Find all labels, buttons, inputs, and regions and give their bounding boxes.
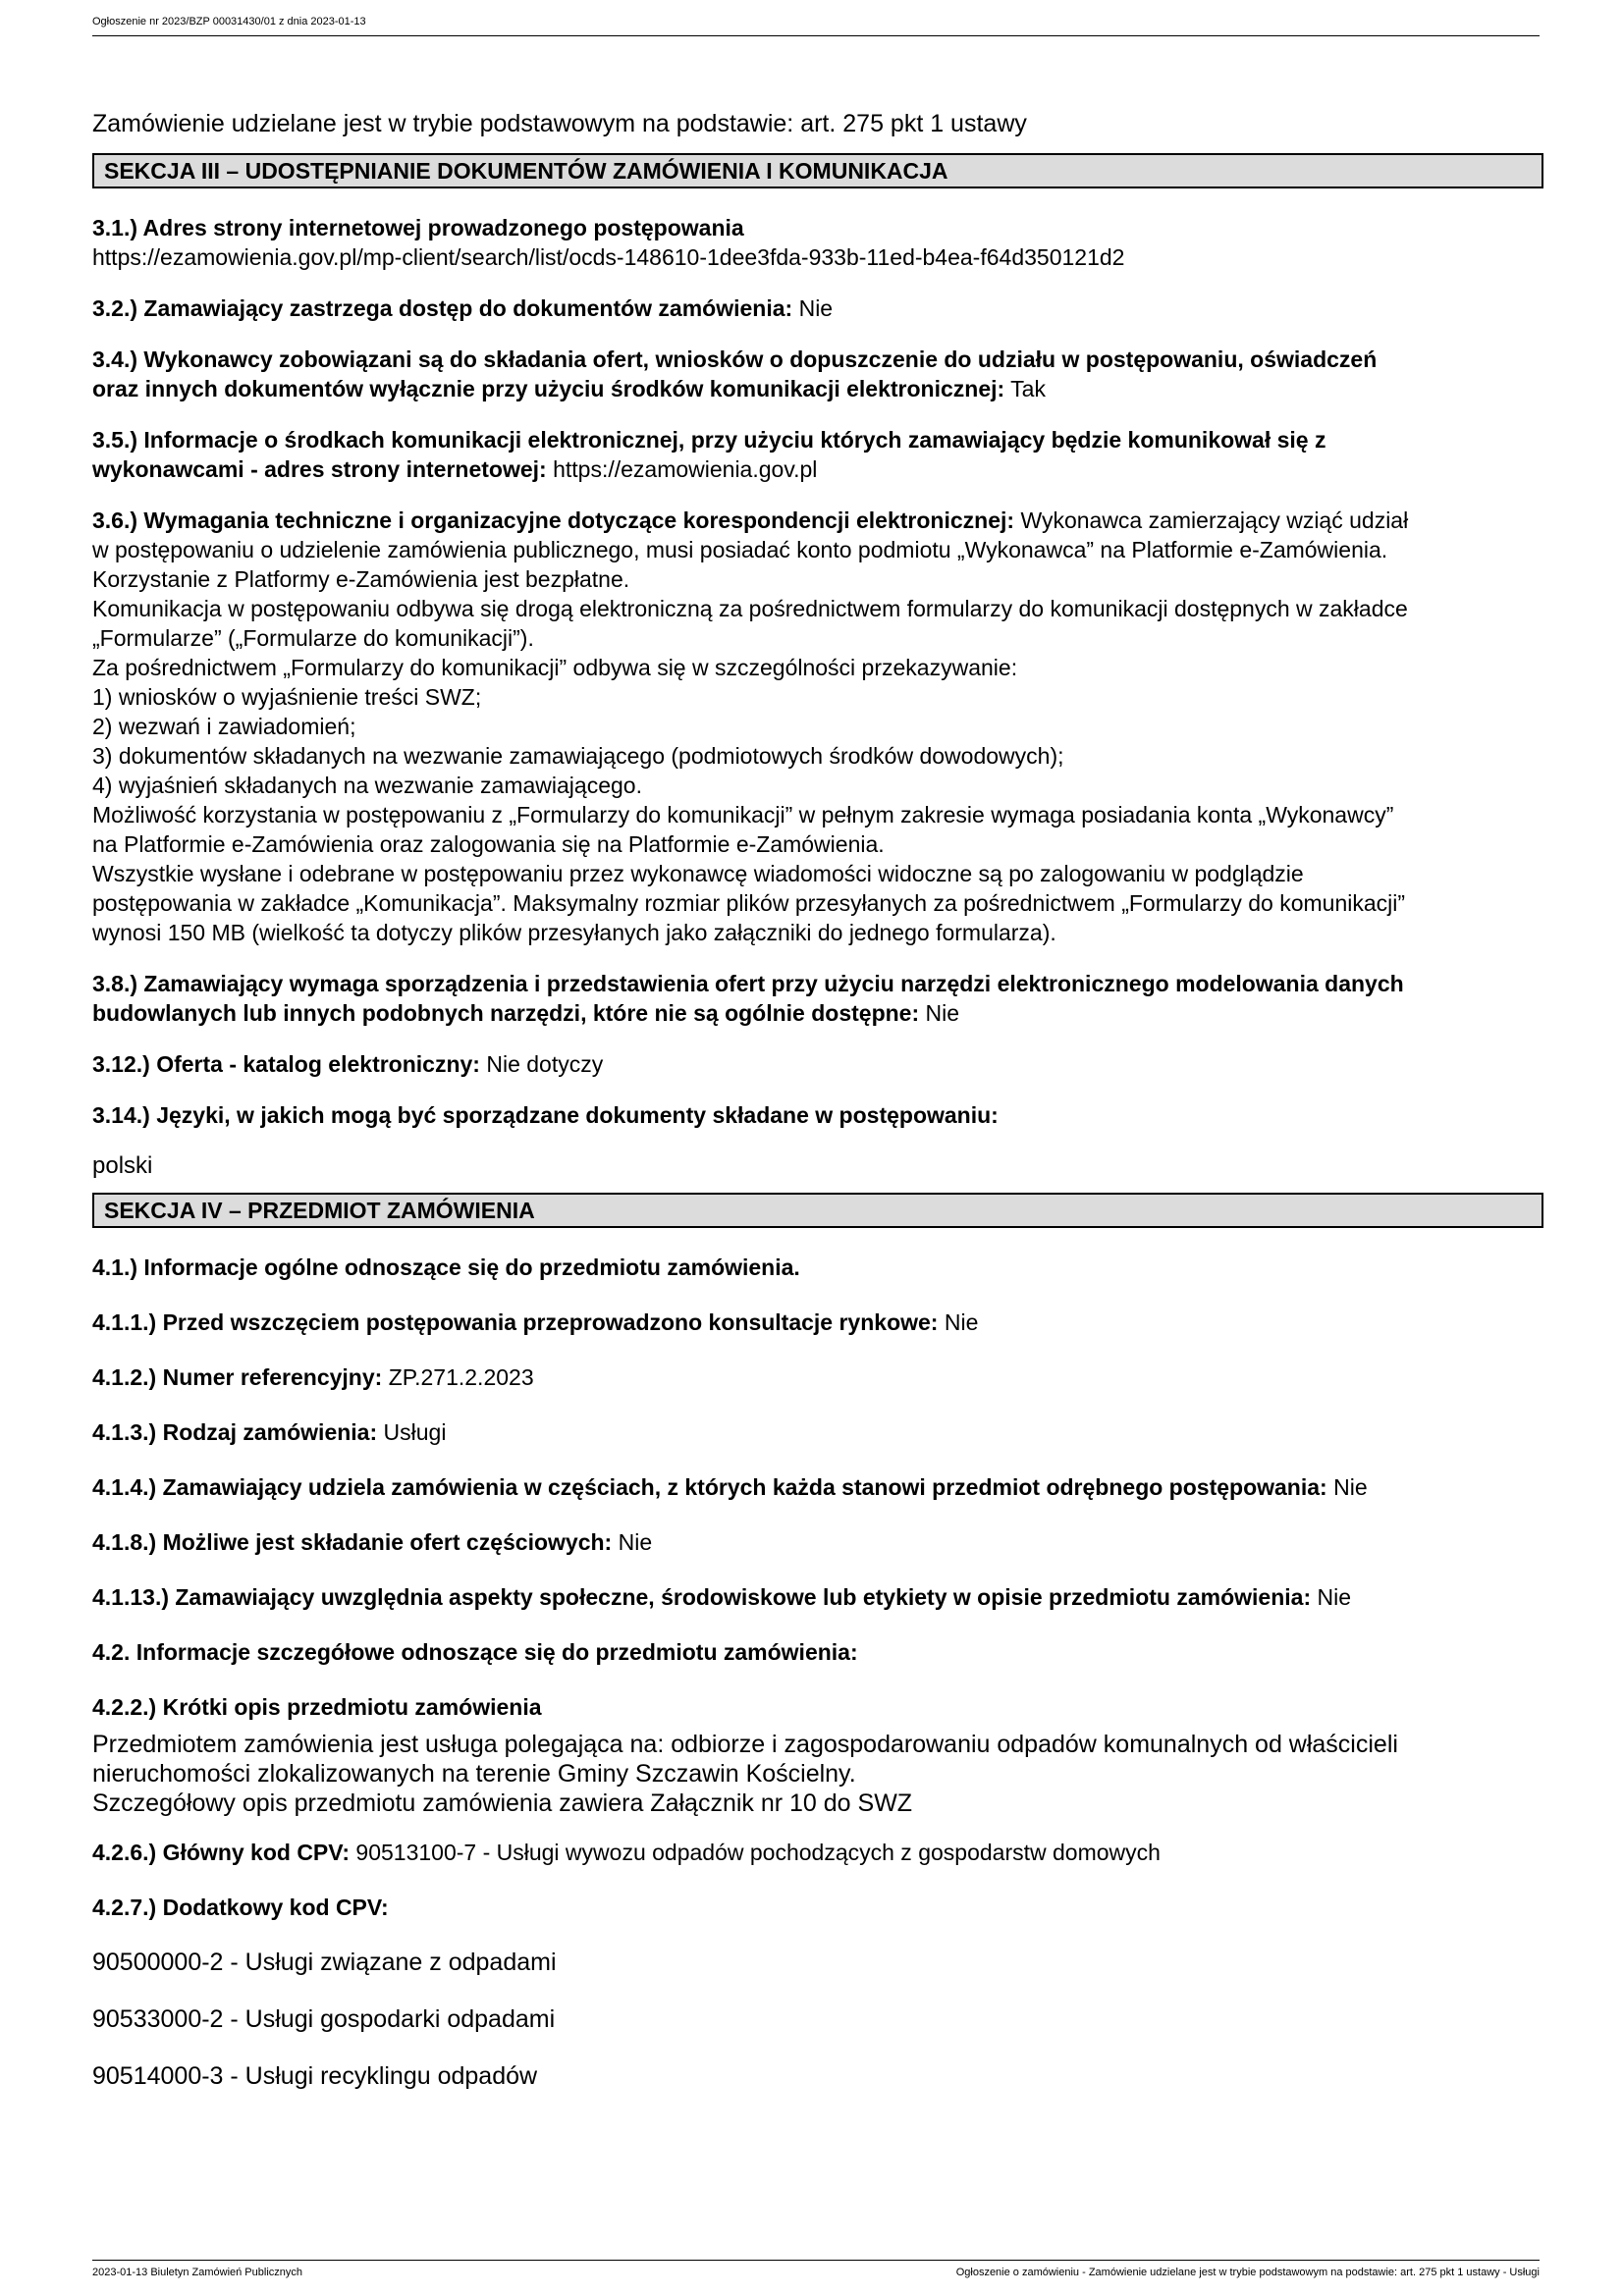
item-4-2-7 <box>92 1893 1543 1922</box>
item-4-1-4 <box>92 1472 1543 1502</box>
item-4-1-3 <box>92 1417 1543 1447</box>
item-3-2-value: Nie <box>798 295 834 321</box>
description-line: nieruchomości zlokalizowanych na terenie Gminy Szczawin Kościelny. <box>92 1760 856 1788</box>
document-body <box>92 109 1543 2118</box>
item-4-1-4-title: 4.1.4.) Zamawiający udziela zamówienia w częściach, z których każda stanowi przedmiot odrębnego postępowania: <box>92 1474 1327 1500</box>
item-4-1-2-value: ZP.271.2.2023 <box>388 1364 534 1390</box>
item-3-5-value[interactable]: https://ezamowienia.gov.pl <box>553 456 818 482</box>
item-4-1-13 <box>92 1582 1543 1612</box>
item-4-1-title: 4.1.) Informacje ogólne odnoszące się do przedmiotu zamówienia. <box>92 1255 800 1280</box>
item-3-1-title: 3.1.) Adres strony internetowej prowadzonego postępowania <box>92 215 744 240</box>
item-3-6-line: Wszystkie wysłane i odebrane w postępowaniu przez wykonawcę wiadomości widoczne są po zalogowaniu w podglądzie <box>92 861 1304 886</box>
item-3-14 <box>92 1100 1543 1130</box>
item-3-6 <box>92 506 1543 947</box>
footer-date-source: 2023-01-13 Biuletyn Zamówień Publicznych <box>92 2267 303 2278</box>
section-iv-header: SEKCJA IV – PRZEDMIOT ZAMÓWIENIA <box>92 1193 1543 1228</box>
item-3-6-body <box>92 535 1543 947</box>
item-4-2-7-title: 4.2.7.) Dodatkowy kod CPV: <box>92 1895 389 1920</box>
item-3-4-title-line2: oraz innych dokumentów wyłącznie przy użyciu środków komunikacji elektronicznej: <box>92 376 1005 401</box>
cpv-code-1: 90500000-2 - Usługi związane z odpadami <box>92 1949 557 1976</box>
item-4-2-6 <box>92 1838 1543 1867</box>
item-4-2-6-title: 4.2.6.) Główny kod CPV: <box>92 1840 351 1865</box>
header-notice-id: Ogłoszenie nr 2023/BZP 00031430/01 z dnia 2023-01-13 <box>92 16 366 27</box>
item-3-12 <box>92 1049 1543 1079</box>
item-3-6-line: „Formularze” („Formularze do komunikacji”). <box>92 625 534 651</box>
procedure-basis: Zamówienie udzielane jest w trybie podstawowym na podstawie: art. 275 pkt 1 ustawy <box>92 110 1027 137</box>
item-4-1 <box>92 1253 1543 1282</box>
item-3-1 <box>92 213 1543 272</box>
section-iii-header: SEKCJA III – UDOSTĘPNIANIE DOKUMENTÓW ZAMÓWIENIA I KOMUNIKACJA <box>92 153 1543 188</box>
item-4-1-1-value: Nie <box>944 1309 979 1335</box>
item-3-5 <box>92 425 1543 484</box>
item-3-14-value: polski <box>92 1152 153 1179</box>
item-4-1-13-value: Nie <box>1317 1584 1352 1610</box>
page-header <box>92 16 1540 36</box>
item-4-2-2-title: 4.2.2.) Krótki opis przedmiotu zamówienia <box>92 1694 542 1720</box>
item-3-6-line: 4) wyjaśnień składanych na wezwanie zamawiającego. <box>92 773 642 798</box>
item-4-2-title: 4.2. Informacje szczegółowe odnoszące się do przedmiotu zamówienia: <box>92 1639 858 1665</box>
item-3-8-value: Nie <box>925 1000 960 1026</box>
item-4-2-2 <box>92 1692 1543 1722</box>
item-3-8-title-line2: budowlanych lub innych podobnych narzędzi, które nie są ogólnie dostępne: <box>92 1000 920 1026</box>
item-4-1-1 <box>92 1308 1543 1337</box>
item-4-1-13-title: 4.1.13.) Zamawiający uwzględnia aspekty społeczne, środowiskowe lub etykiety w opisie przedmiotu zamówienia: <box>92 1584 1312 1610</box>
description-line: Szczegółowy opis przedmiotu zamówienia zawiera Załącznik nr 10 do SWZ <box>92 1789 913 1817</box>
item-3-1-url[interactable]: https://ezamowienia.gov.pl/mp-client/search/list/ocds-148610-1dee3fda-933b-11ed-b4ea-f64d350121d2 <box>92 244 1125 270</box>
item-3-6-line: na Platformie e-Zamówienia oraz zalogowania się na Platformie e-Zamówienia. <box>92 831 885 857</box>
item-4-1-8-value: Nie <box>618 1529 653 1555</box>
item-3-6-line: Za pośrednictwem „Formularzy do komunikacji” odbywa się w szczególności przekazywanie: <box>92 655 1018 680</box>
item-3-12-value: Nie dotyczy <box>486 1051 604 1077</box>
item-3-8 <box>92 969 1543 1028</box>
item-4-1-8 <box>92 1527 1543 1557</box>
item-3-2-title: 3.2.) Zamawiający zastrzega dostęp do dokumentów zamówienia: <box>92 295 793 321</box>
item-3-5-title-line1: 3.5.) Informacje o środkach komunikacji elektronicznej, przy użyciu których zamawiający będzie komunikował się z <box>92 427 1326 453</box>
item-4-2-2-description <box>92 1730 1543 1818</box>
page-footer <box>92 2260 1540 2278</box>
item-3-4 <box>92 345 1543 403</box>
item-3-5-title-line2: wykonawcami - adres strony internetowej: <box>92 456 547 482</box>
item-3-6-line: wynosi 150 MB (wielkość ta dotyczy plików przesyłanych jako załączniki do jednego formularza). <box>92 920 1056 945</box>
item-3-6-line: w postępowaniu o udzielenie zamówienia publicznego, musi posiadać konto podmiotu „Wykonawca” na Platformie e-Zamówienia. <box>92 537 1388 562</box>
item-4-1-3-value: Usługi <box>383 1419 447 1445</box>
item-3-6-line: 2) wezwań i zawiadomień; <box>92 714 356 739</box>
item-4-2-6-value: 90513100-7 - Usługi wywozu odpadów pochodzących z gospodarstw domowych <box>355 1840 1161 1865</box>
item-4-1-2 <box>92 1362 1543 1392</box>
cpv-code-2: 90533000-2 - Usługi gospodarki odpadami <box>92 2005 556 2033</box>
item-3-6-line: postępowania w zakładce „Komunikacja”. Maksymalny rozmiar plików przesyłanych za pośrednictwem „Formularzy do komunikacji” <box>92 890 1406 916</box>
item-3-6-value-start: Wykonawca zamierzający wziąć udział <box>1020 507 1409 533</box>
item-3-6-line: Korzystanie z Platformy e-Zamówienia jest bezpłatne. <box>92 566 630 592</box>
cpv-code-3: 90514000-3 - Usługi recyklingu odpadów <box>92 2062 538 2090</box>
item-3-6-line: 3) dokumentów składanych na wezwanie zamawiającego (podmiotowych środków dowodowych); <box>92 743 1064 769</box>
item-3-6-line: Możliwość korzystania w postępowaniu z „Formularzy do komunikacji” w pełnym zakresie wymaga posiadania konta „Wykonawcy” <box>92 802 1394 828</box>
item-3-6-line: Komunikacja w postępowaniu odbywa się drogą elektroniczną za pośrednictwem formularzy do komunikacji dostępnych w zakładce <box>92 596 1408 621</box>
item-4-1-3-title: 4.1.3.) Rodzaj zamówienia: <box>92 1419 378 1445</box>
item-3-8-title-line1: 3.8.) Zamawiający wymaga sporządzenia i przedstawienia ofert przy użyciu narzędzi elektronicznego modelowania danych <box>92 971 1404 996</box>
item-3-4-value: Tak <box>1010 376 1046 401</box>
item-4-1-8-title: 4.1.8.) Możliwe jest składanie ofert częściowych: <box>92 1529 613 1555</box>
item-4-1-4-value: Nie <box>1333 1474 1368 1500</box>
item-4-2 <box>92 1637 1543 1667</box>
item-3-2 <box>92 294 1543 323</box>
item-3-6-line: 1) wniosków o wyjaśnienie treści SWZ; <box>92 684 482 710</box>
description-line: Przedmiotem zamówienia jest usługa polegająca na: odbiorze i zagospodarowaniu odpadów komunalnych od właścicieli <box>92 1731 1398 1758</box>
item-3-4-title-line1: 3.4.) Wykonawcy zobowiązani są do składania ofert, wniosków o dopuszczenie do udziału w postępowaniu, oświadczeń <box>92 347 1378 372</box>
item-3-6-title: 3.6.) Wymagania techniczne i organizacyjne dotyczące korespondencji elektronicznej: <box>92 507 1015 533</box>
item-3-14-title: 3.14.) Języki, w jakich mogą być sporządzane dokumenty składane w postępowaniu: <box>92 1102 999 1128</box>
item-4-1-2-title: 4.1.2.) Numer referencyjny: <box>92 1364 383 1390</box>
footer-notice-type: Ogłoszenie o zamówieniu - Zamówienie udzielane jest w trybie podstawowym na podstawie: art. 275 pkt 1 ustawy - Usługi <box>955 2267 1540 2278</box>
item-3-12-title: 3.12.) Oferta - katalog elektroniczny: <box>92 1051 480 1077</box>
item-4-1-1-title: 4.1.1.) Przed wszczęciem postępowania przeprowadzono konsultacje rynkowe: <box>92 1309 939 1335</box>
